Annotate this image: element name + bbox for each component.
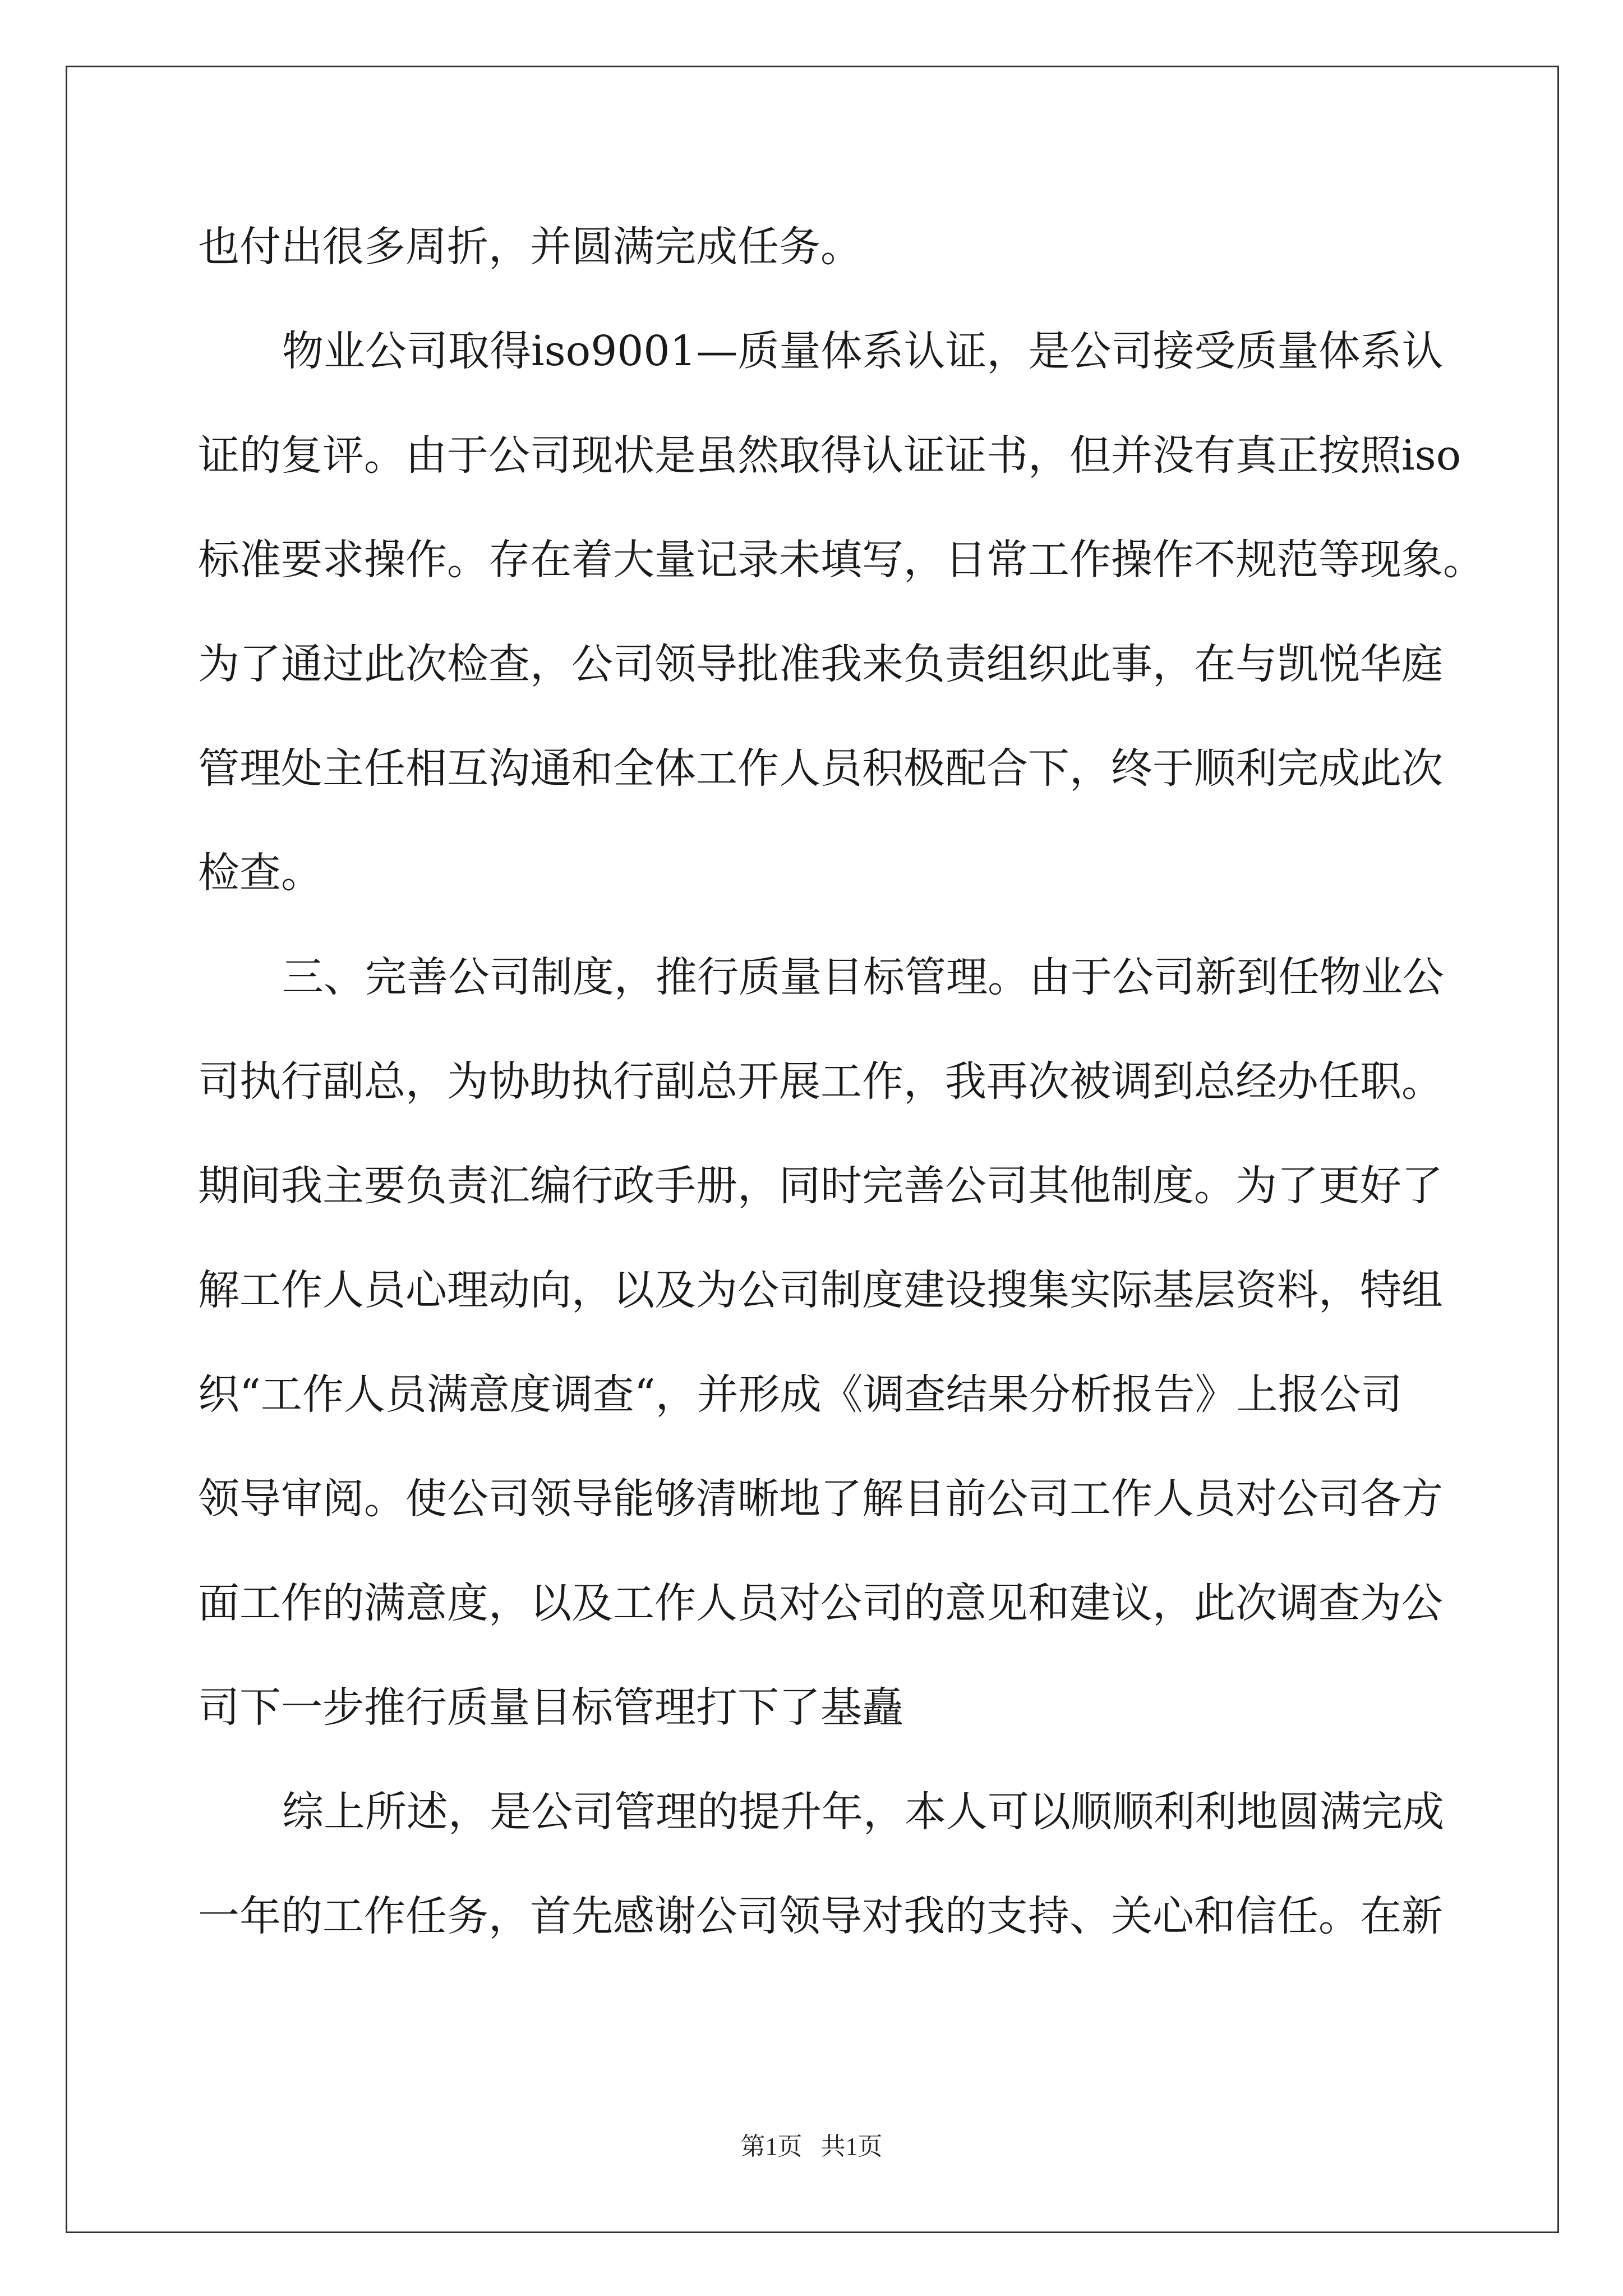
text-line: 检查。 (198, 849, 322, 897)
text-line: 证的复评。由于公司现状是虽然取得认证证书，但并没有真正按照iso (198, 431, 1461, 480)
text-line: 织“工作人员满意度调查“，并形成《调查结果分析报告》上报公司 (198, 1370, 1403, 1419)
text-line: 解工作人员心理动向，以及为公司制度建设搜集实际基层资料，特组 (198, 1266, 1443, 1314)
text-line: 领导审阅。使公司领导能够清晰地了解目前公司工作人员对公司各方 (198, 1475, 1443, 1523)
page-number-footer: 第1页 共1页 (740, 2133, 883, 2160)
paragraph-start-line: 物业公司取得iso9001—质量体系认证，是公司接受质量体系认 (282, 327, 1444, 375)
paragraph-start-line: 综上所述，是公司管理的提升年，本人可以顺顺利利地圆满完成 (282, 1788, 1444, 1836)
text-line: 期间我主要负责汇编行政手册，同时完善公司其他制度。为了更好了 (198, 1162, 1443, 1210)
text-line: 为了通过此次检查，公司领导批准我来负责组织此事，在与凯悦华庭 (198, 640, 1443, 688)
text-line: 标准要求操作。存在着大量记录未填写，日常工作操作不规范等现象。 (198, 536, 1484, 584)
text-line: 面工作的满意度，以及工作人员对公司的意见和建议，此次调查为公 (198, 1579, 1443, 1627)
text-line: 也付出很多周折，并圆满完成任务。 (198, 223, 862, 271)
text-line: 司执行副总，为协助执行副总开展工作，我再次被调到总经办任职。 (198, 1057, 1443, 1106)
paragraph-start-line: 三、完善公司制度，推行质量目标管理。由于公司新到任物业公 (282, 953, 1444, 1001)
text-line: 司下一步推行质量目标管理打下了基矗 (198, 1683, 903, 1732)
text-line: 一年的工作任务，首先感谢公司领导对我的支持、关心和信任。在新 (198, 1892, 1443, 1940)
text-line: 管理处主任相互沟通和全体工作人员积极配合下，终于顺利完成此次 (198, 744, 1443, 793)
